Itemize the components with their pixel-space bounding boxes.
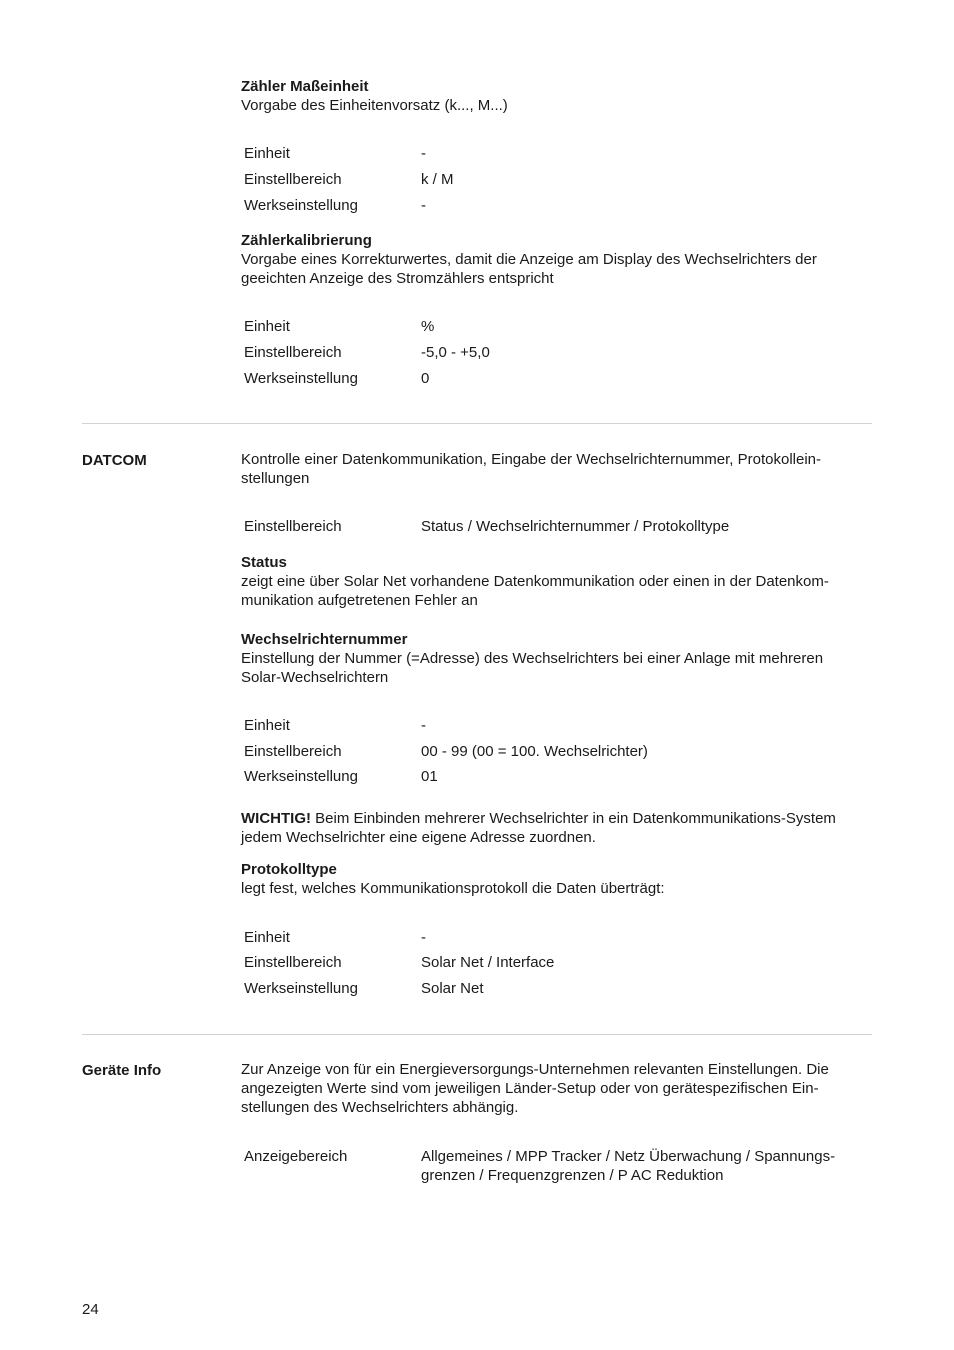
row-value-line1: Allgemeines / MPP Tracker / Netz Überwachung / Spannungs- — [421, 1148, 836, 1165]
section-divider — [82, 1034, 872, 1035]
inverter-number-heading: Wechselrichternummer — [241, 631, 408, 648]
counter-unit-heading: Zähler Maßeinheit — [241, 78, 369, 95]
row-label: Einheit — [244, 145, 290, 162]
row-value: Solar Net / Interface — [421, 954, 555, 971]
row-label: Einstellbereich — [244, 743, 342, 760]
protocol-type-row-unit — [244, 928, 874, 948]
row-label: Werkseinstellung — [244, 197, 358, 214]
device-info-description-line2: angezeigten Werte sind vom jeweiligen Länder-Setup oder von gerätespezifischen Ein- — [241, 1080, 819, 1097]
inverter-number-description-line2: Solar-Wechselrichtern — [241, 669, 389, 686]
row-label: Anzeigebereich — [244, 1148, 348, 1165]
counter-unit-row-default — [244, 196, 874, 216]
inverter-number-row-unit — [244, 716, 874, 736]
row-label: Einstellbereich — [244, 954, 342, 971]
datcom-description-line1: Kontrolle einer Datenkommunikation, Eingabe der Wechselrichternummer, Protokollein- — [241, 451, 822, 468]
row-label: Werkseinstellung — [244, 980, 358, 997]
row-value-line2: grenzen / Frequenzgrenzen / P AC Reduktion — [421, 1167, 724, 1184]
row-label: Einstellbereich — [244, 344, 342, 361]
status-description-line1: zeigt eine über Solar Net vorhandene Datenkommunikation oder einen in der Datenkom- — [241, 573, 829, 590]
counter-calibration-description-line2: geeichten Anzeige des Stromzählers entspricht — [241, 270, 554, 287]
protocol-type-row-default — [244, 979, 874, 999]
protocol-type-row-range — [244, 953, 874, 973]
row-value: % — [421, 318, 435, 335]
important-note-line2: jedem Wechselrichter eine eigene Adresse zuordnen. — [241, 829, 596, 846]
row-label: Werkseinstellung — [244, 768, 358, 785]
counter-calibration-heading: Zählerkalibrierung — [241, 232, 372, 249]
datcom-description-line2: stellungen — [241, 470, 310, 487]
row-value: 01 — [421, 768, 438, 785]
important-note-line1 — [241, 809, 873, 829]
protocol-type-heading: Protokolltype — [241, 861, 337, 878]
row-label: Werkseinstellung — [244, 370, 358, 387]
row-label: Einheit — [244, 929, 290, 946]
important-label: WICHTIG! — [241, 810, 311, 827]
row-label: Einstellbereich — [244, 171, 342, 188]
protocol-type-description: legt fest, welches Kommunikationsprotokoll die Daten überträgt: — [241, 880, 665, 897]
row-value: 00 - 99 (00 = 100. Wechselrichter) — [421, 743, 648, 760]
counter-calibration-row-range — [244, 343, 874, 363]
status-description-line2: munikation aufgetretenen Fehler an — [241, 592, 478, 609]
device-info-side-label: Geräte Info — [82, 1062, 162, 1079]
status-heading: Status — [241, 554, 287, 571]
counter-calibration-row-unit — [244, 317, 874, 337]
device-info-description-line3: stellungen des Wechselrichters abhängig. — [241, 1099, 519, 1116]
page-number: 24 — [82, 1301, 99, 1318]
row-value: Status / Wechselrichternummer / Protokolltype — [421, 518, 730, 535]
counter-calibration-description-line1: Vorgabe eines Korrekturwertes, damit die Anzeige am Display des Wechselrichters der — [241, 251, 817, 268]
row-value: 0 — [421, 370, 430, 387]
row-label: Einheit — [244, 318, 290, 335]
row-value: k / M — [421, 171, 454, 188]
device-info-description-line1: Zur Anzeige von für ein Energieversorgungs-Unternehmen relevanten Einstellungen. Die — [241, 1061, 829, 1078]
inverter-number-row-default — [244, 767, 874, 787]
device-info-row-display-range — [244, 1147, 874, 1187]
counter-calibration-row-default — [244, 369, 874, 389]
row-value: - — [421, 145, 426, 162]
row-value: Solar Net — [421, 980, 484, 997]
row-label: Einheit — [244, 717, 290, 734]
counter-unit-row-unit — [244, 144, 874, 164]
row-label: Einstellbereich — [244, 518, 342, 535]
important-text: Beim Einbinden mehrerer Wechselrichter in ein Datenkommunikations-System — [310, 810, 836, 827]
row-value: - — [421, 197, 426, 214]
inverter-number-row-range — [244, 742, 874, 762]
datcom-side-label: DATCOM — [82, 452, 147, 469]
counter-unit-row-range — [244, 170, 874, 190]
counter-unit-description: Vorgabe des Einheitenvorsatz (k..., M...) — [241, 97, 508, 114]
row-value: - — [421, 717, 426, 734]
row-value: -5,0 - +5,0 — [421, 344, 490, 361]
inverter-number-description-line1: Einstellung der Nummer (=Adresse) des Wechselrichters bei einer Anlage mit mehreren — [241, 650, 824, 667]
section-divider — [82, 423, 872, 424]
datcom-row-range — [244, 517, 874, 537]
row-value: - — [421, 929, 426, 946]
